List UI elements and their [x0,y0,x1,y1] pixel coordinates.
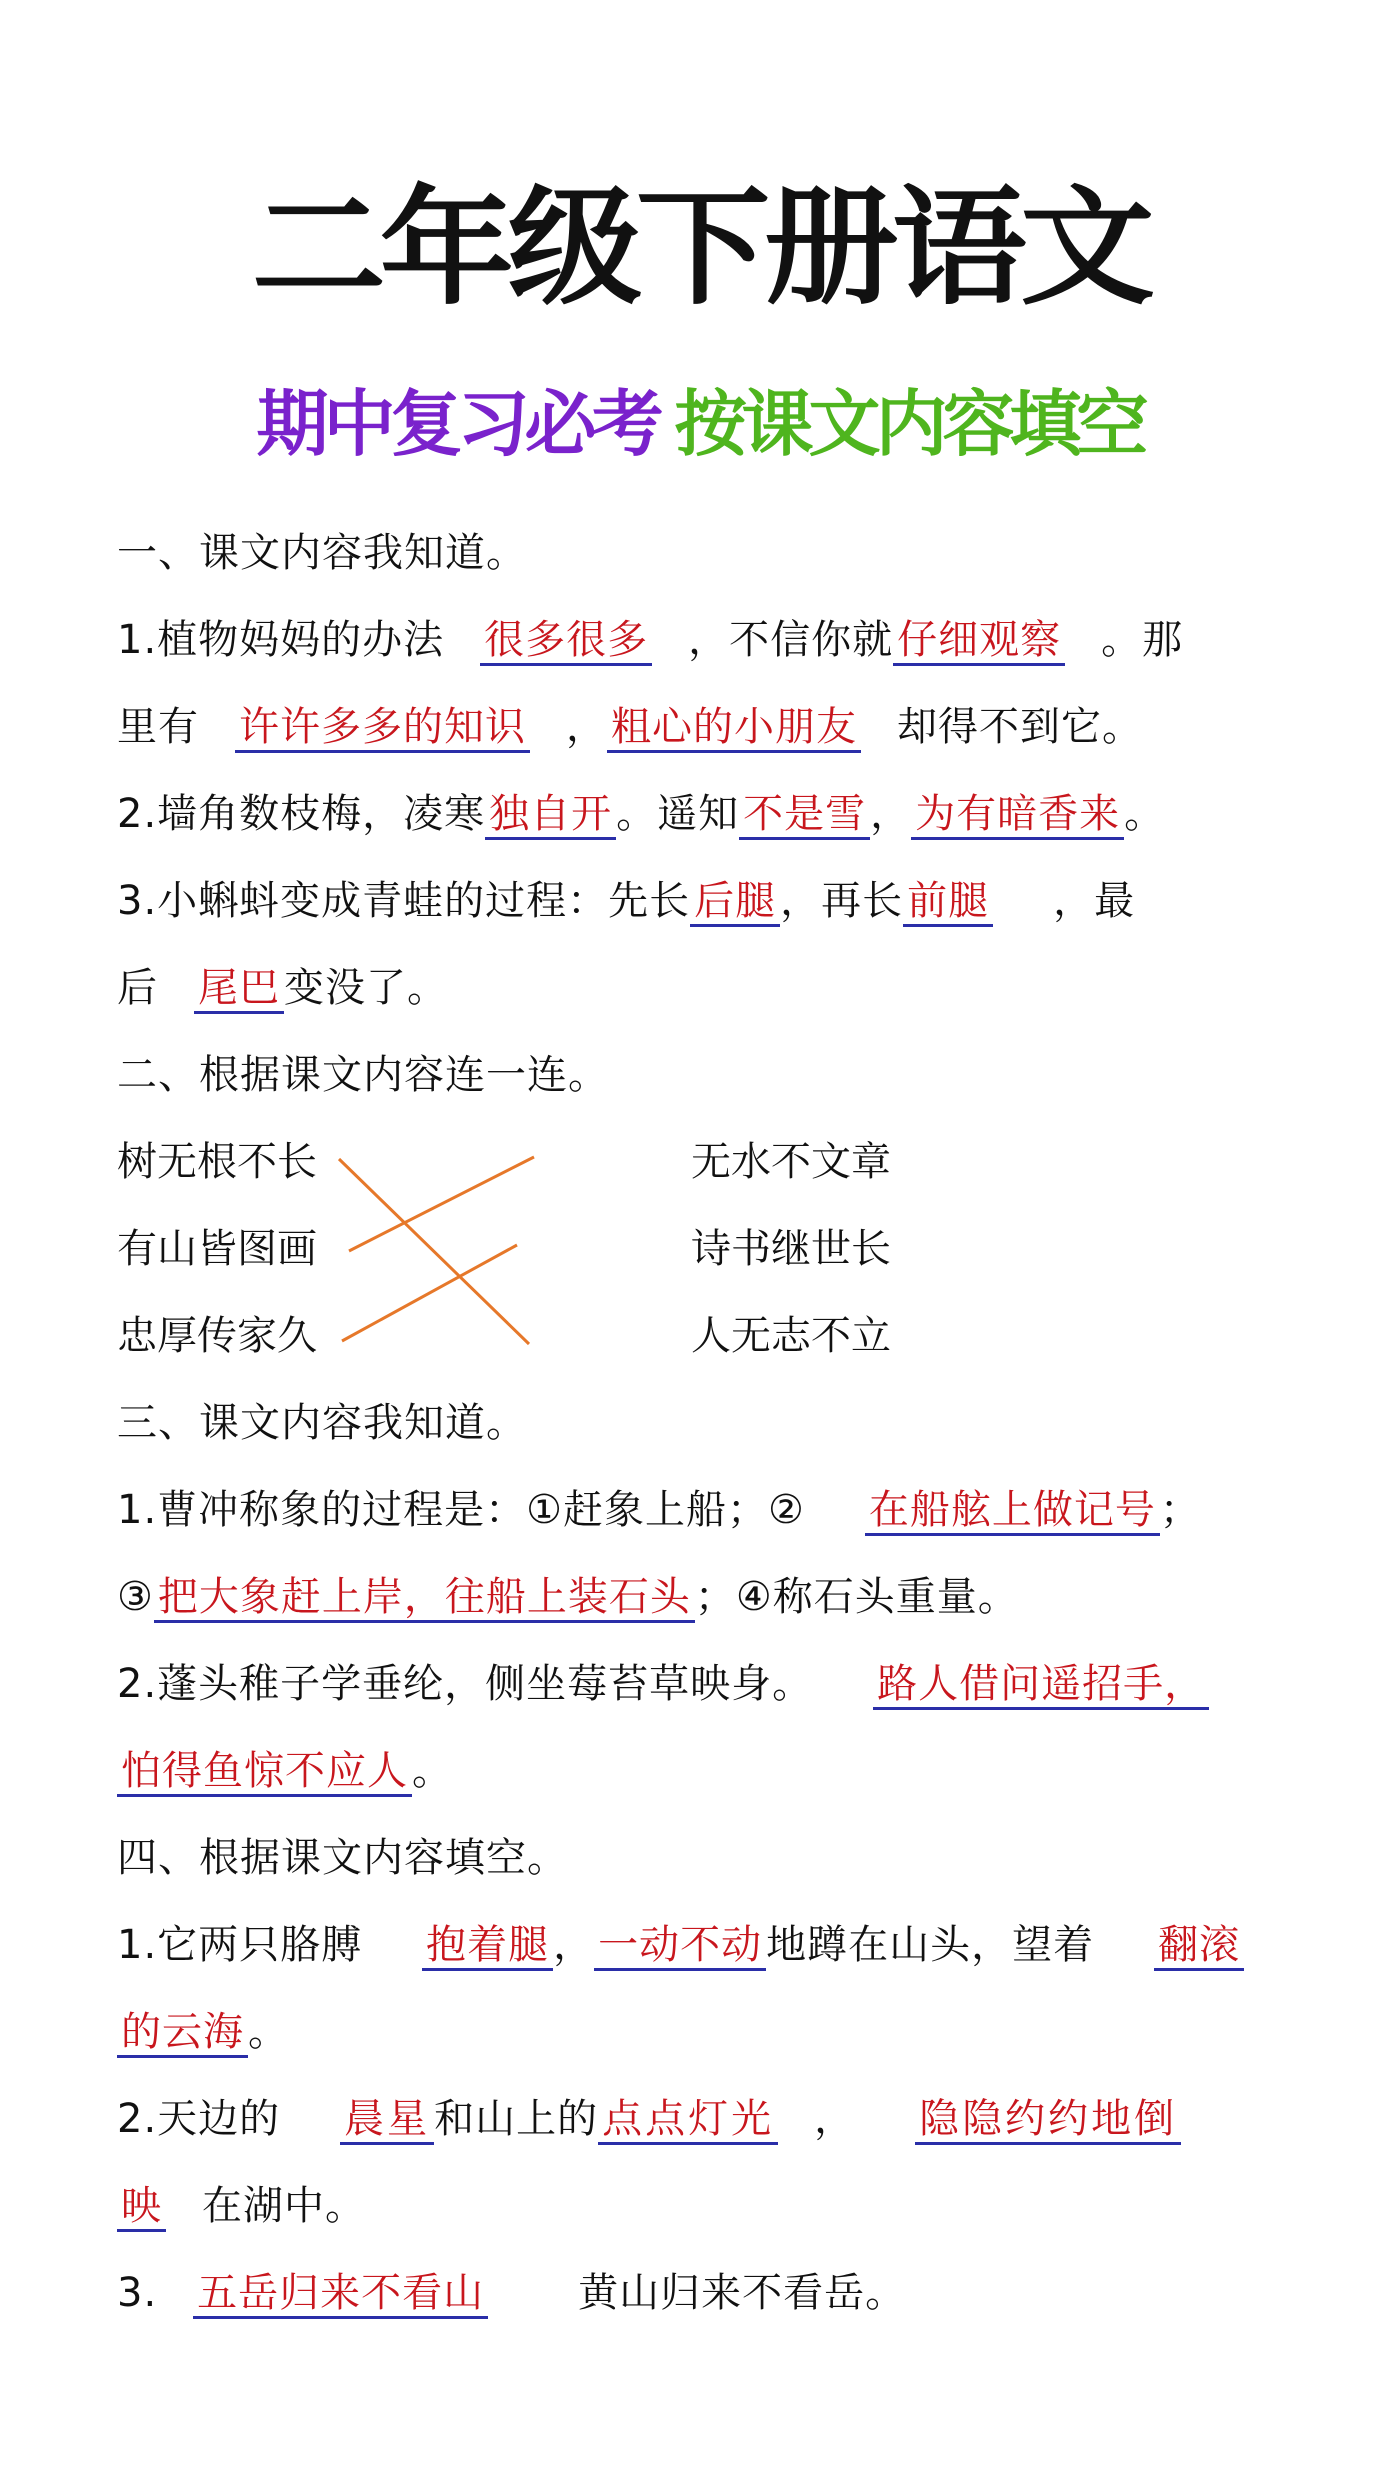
s3-q2-line1: 2.蓬头稚子学垂纶，侧坐莓苔草映身。 路人借问遥招手， [117,1641,1297,1728]
s1-q2: 2.墙角数枝梅，凌寒 独自开 。遥知 不是雪 ， 为有暗香来 。 [117,771,1297,858]
answer-blank: 粗心的小朋友 [607,704,861,753]
s4-q1-line2: 的云海 。 [117,1989,1297,2076]
worksheet-content [117,510,1297,2337]
match-left-item: 有山皆图画 [117,1226,317,1272]
match-line [339,1159,529,1344]
s4-q2-line1: 2.天边的 晨星 和山上的 点点灯光 ， 隐隐约约地倒 [117,2076,1297,2163]
match-right-item: 无水不文章 [691,1139,891,1185]
answer-blank: 抱着腿 [422,1922,553,1971]
match-right-item: 诗书继世长 [691,1226,891,1272]
answer-blank: 为有暗香来 [911,791,1124,840]
answer-blank: 不是雪 [739,791,870,840]
match-right-column [691,1119,891,1380]
answer-blank: 一动不动 [594,1922,766,1971]
s1-q3-line2: 后 尾巴 变没了。 [117,945,1297,1032]
answer-blank: 在船舷上做记号 [865,1487,1160,1536]
answer-blank: 独自开 [485,791,616,840]
answer-blank: 五岳归来不看山 [193,2270,488,2319]
answer-blank: 怕得鱼惊不应人 [117,1748,412,1797]
answer-blank: 后腿 [690,878,780,927]
page-title: 二年级下册语文 [251,174,1149,323]
matching-exercise [117,1119,1297,1380]
s4-q2-line2: 映 在湖中。 [117,2163,1297,2250]
s1-q3-line1: 3.小蝌蚪变成青蛙的过程：先长 后腿 ，再长 前腿 ，最 [117,858,1297,945]
match-left-column [117,1119,317,1380]
answer-blank: 仔细观察 [893,617,1065,666]
answer-blank: 点点灯光 [598,2096,778,2145]
answer-blank: 隐隐约约地倒 [915,2096,1181,2145]
s3-q1-line2: ③ 把大象赶上岸，往船上装石头 ；④称石头重量。 [117,1554,1297,1641]
s4-q3: 3. 五岳归来不看山 黄山归来不看岳。 [117,2250,1297,2337]
s1-q1-line1: 1.植物妈妈的办法 很多很多 ，不信你就 仔细观察 。那 [117,597,1297,684]
section3-heading: 三、课文内容我知道。 [117,1400,527,1446]
subtitle-part1: 期中复习必考 [256,382,659,466]
page-subtitle [0,382,1400,466]
answer-blank: 晨星 [340,2096,434,2145]
match-line [342,1245,517,1341]
answer-blank: 前腿 [903,878,993,927]
answer-blank: 尾巴 [194,965,284,1014]
answer-blank: 翻滚 [1154,1922,1244,1971]
section2-heading: 二、根据课文内容连一连。 [117,1052,609,1098]
match-left-item: 树无根不长 [117,1139,317,1185]
answer-blank: 的云海 [117,2009,248,2058]
answer-blank: 映 [117,2183,166,2232]
section1-heading: 一、课文内容我知道。 [117,530,527,576]
answer-blank: 路人借问遥招手， [873,1661,1209,1710]
s3-q1-line1: 1.曹冲称象的过程是：①赶象上船；② 在船舷上做记号 ； [117,1467,1297,1554]
s4-q1-line1: 1.它两只胳膊 抱着腿 ， 一动不动 地蹲在山头，望着 翻滚 [117,1902,1297,1989]
s3-q2-line2: 怕得鱼惊不应人 。 [117,1728,1297,1815]
answer-blank: 把大象赶上岸，往船上装石头 [154,1574,695,1623]
answer-blank: 很多很多 [480,617,652,666]
s1-q1-line2: 里有 许许多多的知识 ， 粗心的小朋友 却得不到它。 [117,684,1297,771]
match-right-item: 人无志不立 [691,1313,891,1359]
answer-blank: 许许多多的知识 [235,704,530,753]
section4-heading: 四、根据课文内容填空。 [117,1835,568,1881]
match-line [349,1157,534,1251]
match-left-item: 忠厚传家久 [117,1313,317,1359]
subtitle-part2: 按课文内容填空 [674,382,1144,466]
